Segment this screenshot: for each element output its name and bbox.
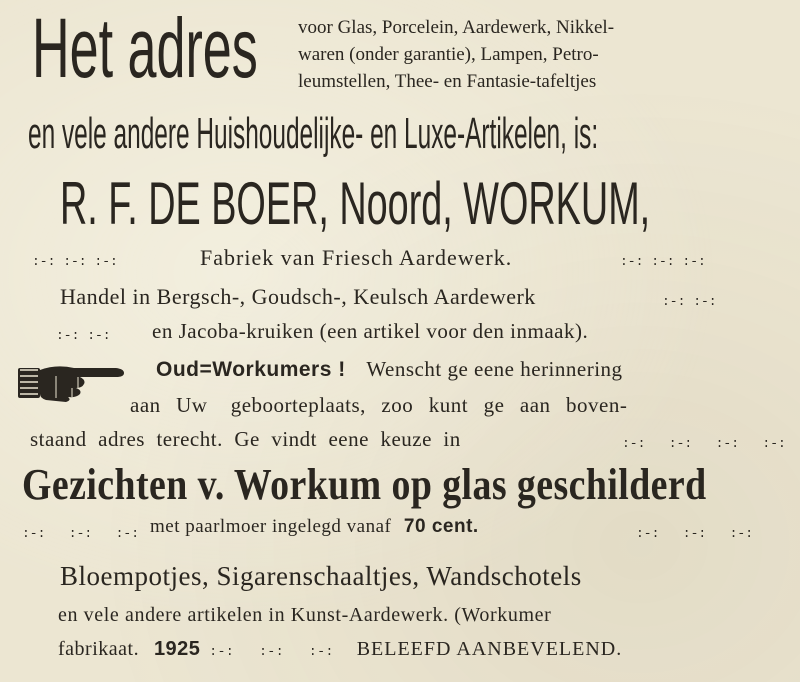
jacoba-text: en Jacoba-kruiken (een artikel voor den inmaak). bbox=[152, 319, 589, 343]
bloem-line: Bloempotjes, Sigarenschaaltjes, Wandschotels bbox=[60, 561, 582, 591]
appeal-separators: :-: :-: :-: :-: bbox=[622, 436, 786, 451]
appeal-bold: Oud=Workumers ! bbox=[156, 358, 346, 381]
kunst-line: en vele andere artikelen in Kunst-Aardewerk. (Workumer bbox=[58, 604, 552, 626]
jacoba-separators: :-: :-: bbox=[56, 328, 111, 343]
factory-separators-left: :-: :-: :-: bbox=[32, 254, 118, 269]
pearl-separators-right: :-: :-: :-: bbox=[636, 526, 754, 541]
intro-block bbox=[298, 14, 614, 95]
factory-text: Fabriek van Friesch Aardewerk. bbox=[200, 245, 513, 270]
intro-line-2: waren (onder garantie), Lampen, Petro- bbox=[298, 44, 599, 65]
closing-line bbox=[58, 636, 622, 664]
appeal-line-1 bbox=[156, 356, 623, 383]
closing-year: 1925 bbox=[153, 638, 201, 660]
articles-line: en vele andere Huishoudelijke- en Luxe-Artikelen, is: bbox=[28, 109, 599, 158]
owner-line: R. F. DE BOER, Noord, WORKUM, bbox=[60, 170, 651, 237]
closing-prefix: fabrikaat. bbox=[58, 638, 140, 660]
pearl-text: met paarlmoer ingelegd vanaf 70 cent. bbox=[150, 516, 479, 537]
factory-line bbox=[32, 246, 118, 274]
headline: Het adres bbox=[32, 1, 258, 95]
pointing-hand-icon bbox=[16, 358, 128, 404]
appeal-line-3: staand adres terecht. Ge vindt eene keuze in bbox=[30, 427, 461, 451]
factory-separators-right: :-: :-: :-: bbox=[620, 254, 706, 269]
pearl-price: 70 cent. bbox=[403, 516, 479, 537]
gezichten-line: Gezichten v. Workum op glas geschilderd bbox=[22, 460, 707, 509]
intro-line-3: leumstellen, Thee- en Fantasie-tafeltjes bbox=[298, 71, 597, 92]
trade-separators: :-: :-: bbox=[662, 294, 717, 309]
appeal-text-1: Wenscht ge eene herinnering bbox=[366, 357, 623, 381]
pearl-separators-left: :-: :-: :-: bbox=[22, 526, 140, 541]
appeal-line-2: aan Uw geboorteplaats, zoo kunt ge aan boven- bbox=[130, 393, 628, 417]
closing-sign: BELEEFD AANBEVELEND. bbox=[356, 638, 623, 660]
trade-text: Handel in Bergsch-, Goudsch-, Keulsch Aardewerk bbox=[60, 284, 536, 309]
intro-line-1: voor Glas, Porcelein, Aardewerk, Nikkel- bbox=[298, 17, 615, 38]
closing-separators: :-: :-: :-: bbox=[209, 644, 334, 659]
